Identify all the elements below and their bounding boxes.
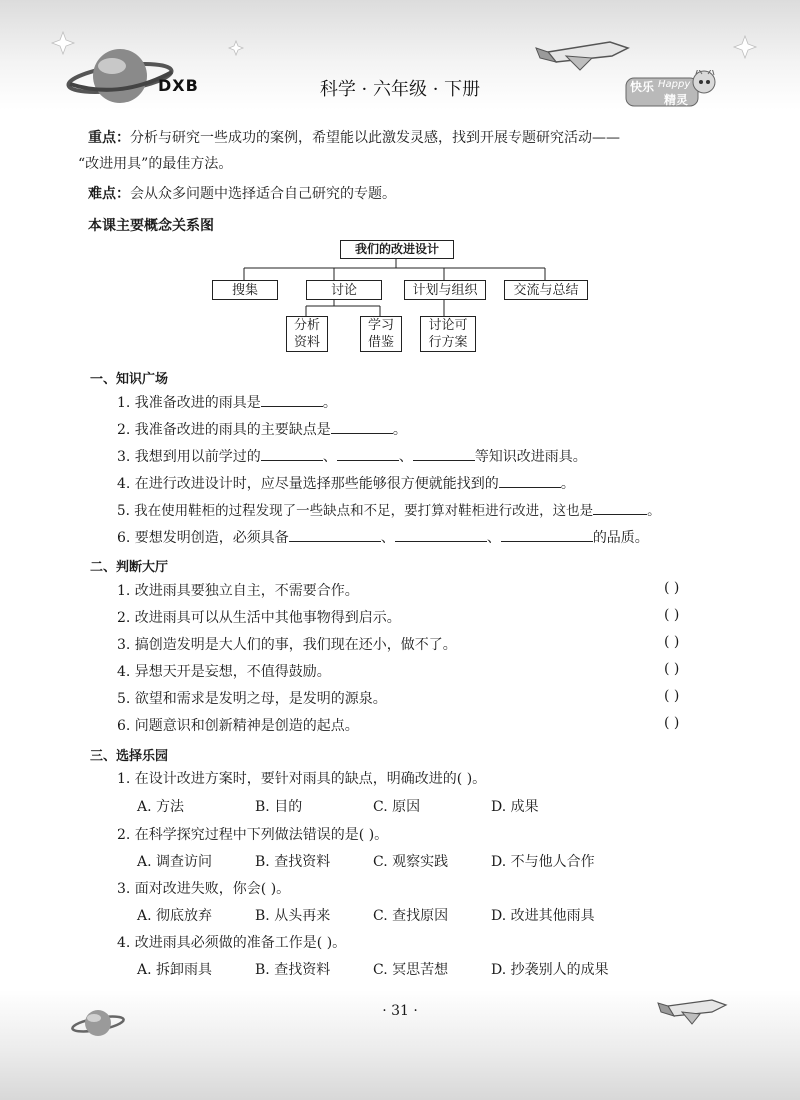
section2-title: 二、判断大厅 xyxy=(90,560,169,575)
option-d[interactable]: D. 改进其他雨具 xyxy=(491,908,595,924)
option-a[interactable]: A. 彻底放弃 xyxy=(137,908,213,924)
footer-decoration xyxy=(0,990,800,1080)
option-a[interactable]: A. 方法 xyxy=(137,799,185,815)
s1q5-text: 5. 我在使用鞋柜的过程发现了一些缺点和不足，要打算对鞋柜进行改进，这也是 xyxy=(117,503,594,519)
page-header xyxy=(0,0,800,110)
judge-answer-2[interactable]: ( ) xyxy=(664,607,680,623)
learn-line2: 借鉴 xyxy=(367,335,394,350)
happy-sprite-badge xyxy=(624,70,720,108)
diff-text: 会从众多问题中选择适合自己研究的专题。 xyxy=(130,186,396,202)
answer-blank[interactable] xyxy=(261,391,323,407)
analyze-line1: 分析 xyxy=(293,318,320,333)
diagram-node-analyze xyxy=(286,316,328,352)
option-a[interactable]: A. 拆卸雨具 xyxy=(137,962,213,978)
judge-answer-4[interactable]: ( ) xyxy=(664,661,680,677)
answer-blank[interactable] xyxy=(261,445,323,461)
answer-blank[interactable] xyxy=(413,445,475,461)
planet-icon xyxy=(71,1010,124,1036)
badge-en: Happy xyxy=(658,79,691,90)
diagram-node-learn xyxy=(360,316,402,352)
judge-answer-6[interactable]: ( ) xyxy=(664,715,680,731)
s1q1-text: 1. 我准备改进的雨具是 xyxy=(117,395,261,411)
s1q4-text: 4. 在进行改进设计时，应尽量选择那些能够很方便就能找到的 xyxy=(117,476,499,492)
choice-stem-4: 4. 改进雨具必须做的准备工作是( )。 xyxy=(117,935,347,951)
s1-question-4 xyxy=(117,472,575,493)
answer-blank[interactable] xyxy=(331,418,393,434)
brand-logo: DXB xyxy=(158,76,199,95)
option-c[interactable]: C. 观察实践 xyxy=(373,854,449,870)
s1-question-3 xyxy=(117,445,587,466)
option-c[interactable]: C. 查找原因 xyxy=(373,908,449,924)
s1q5-end: 。 xyxy=(647,503,661,519)
diagram-node-share: 交流与总结 xyxy=(504,280,588,300)
analyze-line2: 资料 xyxy=(293,335,320,350)
answer-blank[interactable] xyxy=(395,526,487,542)
judge-item-6: 6. 问题意识和创新精神是创造的起点。 xyxy=(117,718,359,734)
diagram-node-feasible xyxy=(420,316,476,352)
option-c[interactable]: C. 冥思苦想 xyxy=(373,962,449,978)
s1q3-sep2: 、 xyxy=(398,449,413,465)
badge-line1: 快乐 xyxy=(630,80,655,94)
option-b[interactable]: B. 目的 xyxy=(255,799,303,815)
s1q6-sep1: 、 xyxy=(380,530,395,546)
diagram-node-plan: 计划与组织 xyxy=(404,280,486,300)
choice-options-1 xyxy=(137,796,609,816)
option-c[interactable]: C. 原因 xyxy=(373,799,421,815)
space-shuttle-icon xyxy=(658,1000,726,1024)
answer-blank[interactable] xyxy=(593,499,647,515)
key-point xyxy=(88,128,728,148)
page-number: · 31 · xyxy=(382,1003,418,1019)
diagram-node-collect: 搜集 xyxy=(212,280,278,300)
judge-item-1: 1. 改进雨具要独立自主，不需要合作。 xyxy=(117,583,359,599)
judge-item-5: 5. 欲望和需求是发明之母，是发明的源泉。 xyxy=(117,691,387,707)
judge-answer-3[interactable]: ( ) xyxy=(664,634,680,650)
option-d[interactable]: D. 抄袭别人的成果 xyxy=(491,962,609,978)
s1q4-end: 。 xyxy=(560,476,575,492)
answer-blank[interactable] xyxy=(289,526,381,542)
s1q3-sep1: 、 xyxy=(322,449,337,465)
badge-line2: 精灵 xyxy=(664,93,689,107)
judge-item-2: 2. 改进雨具可以从生活中其他事物得到启示。 xyxy=(117,610,401,626)
section1-title: 一、知识广场 xyxy=(90,372,169,387)
answer-blank[interactable] xyxy=(337,445,399,461)
concept-map-title: 本课主要概念关系图 xyxy=(88,218,214,234)
judge-item-3: 3. 搞创造发明是大人们的事，我们现在还小，做不了。 xyxy=(117,637,457,653)
difficulty xyxy=(88,184,728,204)
s1q6-sep2: 、 xyxy=(486,530,501,546)
option-b[interactable]: B. 查找资料 xyxy=(255,854,331,870)
diagram-node-discuss: 讨论 xyxy=(306,280,382,300)
option-d[interactable]: D. 成果 xyxy=(491,799,539,815)
s1-question-5 xyxy=(117,499,661,519)
s1q1-end: 。 xyxy=(322,395,337,411)
judge-answer-5[interactable]: ( ) xyxy=(664,688,680,704)
page-title: 科学 · 六年级 · 下册 xyxy=(319,79,481,100)
s1q6-text: 6. 要想发明创造，必须具备 xyxy=(117,530,289,546)
answer-blank[interactable] xyxy=(501,526,593,542)
choice-stem-1: 1. 在设计改进方案时，要针对雨具的缺点，明确改进的( )。 xyxy=(117,771,487,787)
choice-options-4 xyxy=(137,959,609,979)
intro-block xyxy=(78,128,728,236)
choice-stem-2: 2. 在科学探究过程中下列做法错误的是( )。 xyxy=(117,827,389,843)
option-a[interactable]: A. 调查访问 xyxy=(137,854,213,870)
space-shuttle-icon xyxy=(536,42,628,70)
key-text-2: “改进用具”的最佳方法。 xyxy=(78,156,233,172)
choice-options-3 xyxy=(137,905,609,925)
star-icon xyxy=(52,32,756,58)
option-b[interactable]: B. 从头再来 xyxy=(255,908,331,924)
key-text-1: 分析与研究一些成功的案例，希望能以此激发灵感，找到开展专题研究活动—— xyxy=(130,130,620,146)
s1q6-end: 的品质。 xyxy=(592,530,649,546)
learn-line1: 学习 xyxy=(367,318,394,333)
s1q2-text: 2. 我准备改进的雨具的主要缺点是 xyxy=(117,422,331,438)
judge-answer-1[interactable]: ( ) xyxy=(664,580,680,596)
choice-options-2 xyxy=(137,851,609,871)
feasible-line1: 讨论可 xyxy=(428,318,468,333)
diagram-root: 我们的改进设计 xyxy=(340,240,454,259)
option-d[interactable]: D. 不与他人合作 xyxy=(491,854,595,870)
feasible-line2: 行方案 xyxy=(428,335,468,350)
judge-item-4: 4. 异想天开是妄想，不值得鼓励。 xyxy=(117,664,331,680)
s1q2-end: 。 xyxy=(392,422,407,438)
option-b[interactable]: B. 查找资料 xyxy=(255,962,331,978)
diff-label: 难点： xyxy=(88,186,130,202)
s1q3-end: 等知识改进雨具。 xyxy=(474,449,587,465)
choice-stem-3: 3. 面对改进失败，你会( )。 xyxy=(117,881,291,897)
s1-question-6 xyxy=(117,526,649,547)
s1q3-text: 3. 我想到用以前学过的 xyxy=(117,449,261,465)
key-label: 重点： xyxy=(88,130,130,146)
s1-question-2 xyxy=(117,418,407,439)
section3-title: 三、选择乐园 xyxy=(90,749,169,764)
answer-blank[interactable] xyxy=(499,472,561,488)
s1-question-1 xyxy=(117,391,337,412)
